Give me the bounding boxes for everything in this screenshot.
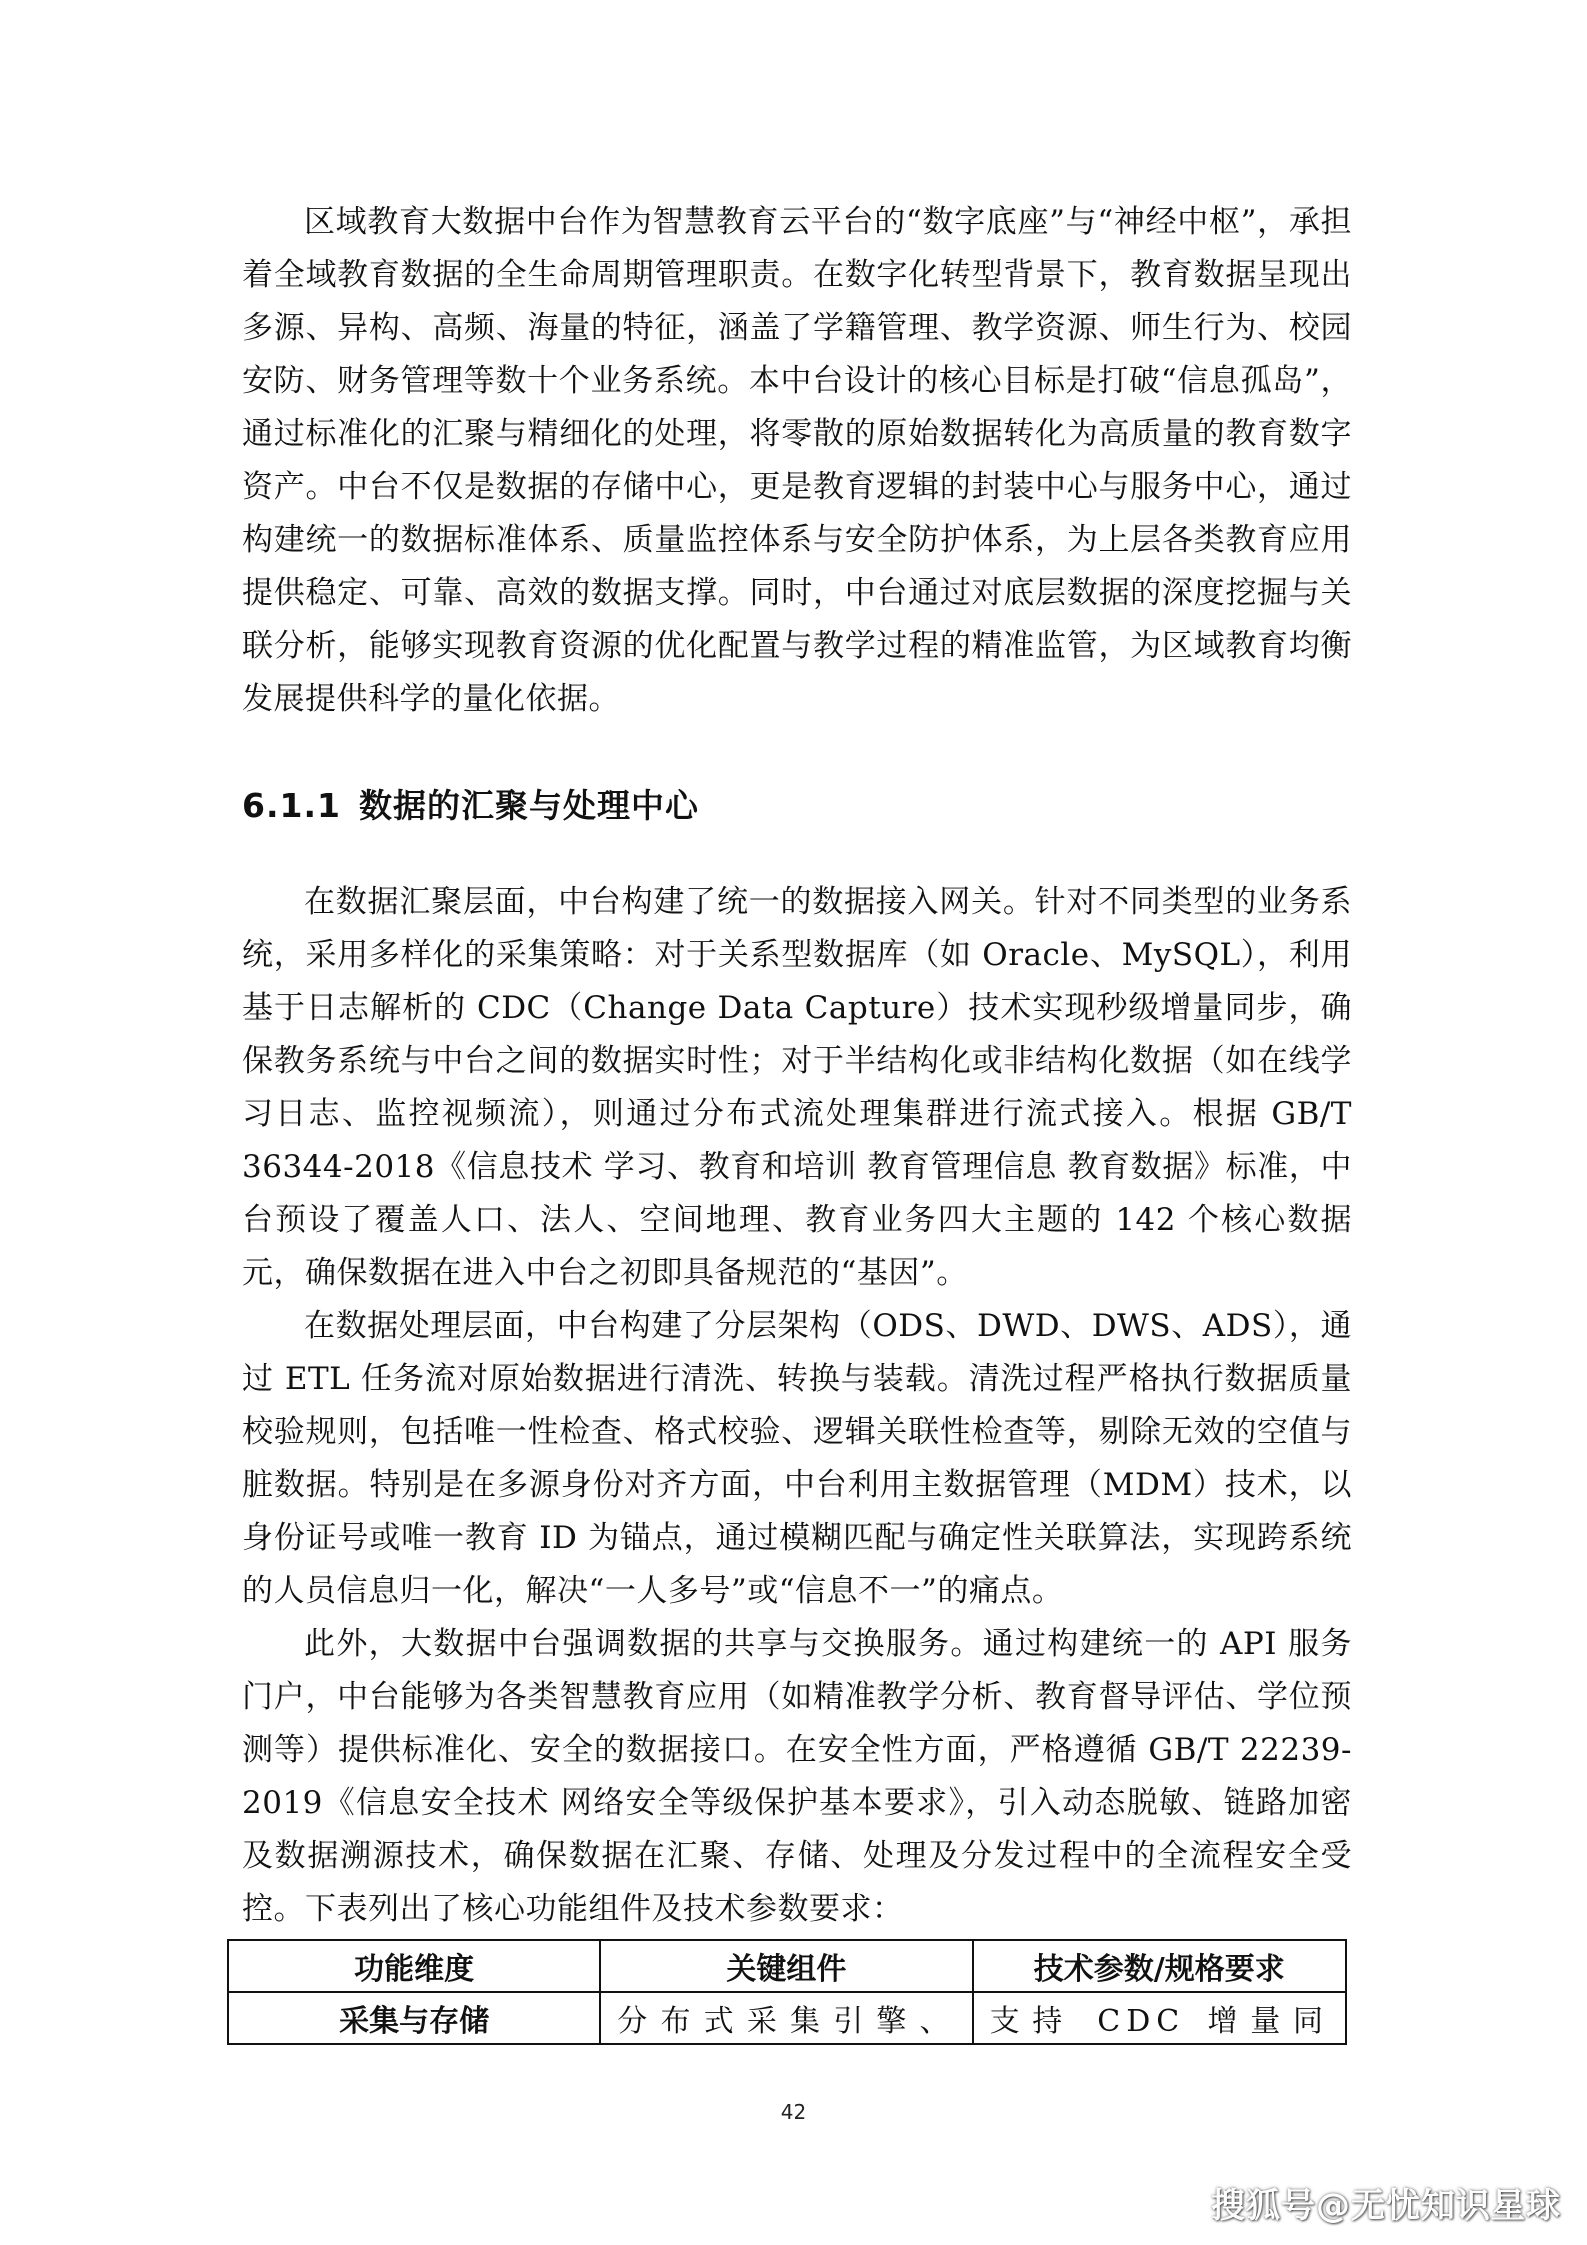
table-header-cell: 关键组件 — [600, 1940, 972, 1992]
intro-paragraph: 区域教育大数据中台作为智慧教育云平台的“数字底座”与“神经中枢”，承担着全域教育数据的全生命周期管理职责。在数字化转型背景下，教育数据呈现出多源、异构、高频、海量的特征，涵盖了学籍管理、教学资源、师生行为、校园安防、财务管理等数十个业务系统。本中台设计的核心目标是打破“信息孤岛”，通过标准化的汇聚与精细化的处理，将零散的原始数据转化为高质量的教育数字资产。中台不仅是数据的存储中心，更是教育逻辑的封装中心与服务中心，通过构建统一的数据标准体系、质量监控体系与安全防护体系，为上层各类教育应用提供稳定、可靠、高效的数据支撑。同时，中台通过对底层数据的深度挖掘与关联分析，能够实现教育资源的优化配置与教学过程的精准监管，为区域教育均衡发展提供科学的量化依据。 — [242, 204, 1352, 717]
table-header-row — [228, 1940, 1346, 1992]
section-number: 6.1.1 — [242, 786, 341, 825]
table-cell-component: 分布式采集引擎、 — [600, 1992, 972, 2044]
body-paragraph-data-processing: 在数据处理层面，中台构建了分层架构（ODS、DWD、DWS、ADS），通过 ETL 任务流对原始数据进行清洗、转换与装载。清洗过程严格执行数据质量校验规则，包括唯一性检查、格式校验、逻辑关联性检查等，剔除无效的空值与脏数据。特别是在多源身份对齐方面，中台利用主数据管理（MDM）技术，以身份证号或唯一教育 ID 为锚点，通过模糊匹配与确定性关联算法，实现跨系统的人员信息归一化，解决“一人多号”或“信息不一”的痛点。 — [242, 1308, 1352, 1609]
page-number: 42 — [780, 2100, 807, 2124]
section-title: 数据的汇聚与处理中心 — [358, 786, 699, 825]
table-cell-spec: 支持 CDC 增量同 — [973, 1992, 1346, 2044]
table-cell-dimension: 采集与存储 — [228, 1992, 600, 2044]
table-row — [228, 1992, 1346, 2044]
spec-table — [227, 1939, 1347, 2045]
table-header-cell: 技术参数/规格要求 — [973, 1940, 1346, 1992]
page-body — [242, 196, 1352, 1936]
body-paragraph-data-sharing: 此外，大数据中台强调数据的共享与交换服务。通过构建统一的 API 服务门户，中台能够为各类智慧教育应用（如精准教学分析、教育督导评估、学位预测等）提供标准化、安全的数据接口。在安全性方面，严格遵循 GB/T 22239-2019《信息安全技术 网络安全等级保护基本要求》，引入动态脱敏、链路加密及数据溯源技术，确保数据在汇聚、存储、处理及分发过程中的全流程安全受控。下表列出了核心功能组件及技术参数要求： — [242, 1626, 1352, 1927]
section-heading — [242, 778, 1352, 834]
watermark: 搜狐号@无忧知识星球 — [1211, 2186, 1561, 2226]
body-paragraph-data-ingestion: 在数据汇聚层面，中台构建了统一的数据接入网关。针对不同类型的业务系统，采用多样化的采集策略：对于关系型数据库（如 Oracle、MySQL），利用基于日志解析的 CDC（Change Data Capture）技术实现秒级增量同步，确保教务系统与中台之间的数据实时性；对于半结构化或非结构化数据（如在线学习日志、监控视频流），则通过分布式流处理集群进行流式接入。根据 GB/T 36344-2018《信息技术 学习、教育和培训 教育管理信息 教育数据》标准，中台预设了覆盖人口、法人、空间地理、教育业务四大主题的 142 个核心数据元，确保数据在进入中台之初即具备规范的“基因”。 — [242, 884, 1352, 1291]
table-header-cell: 功能维度 — [228, 1940, 600, 1992]
